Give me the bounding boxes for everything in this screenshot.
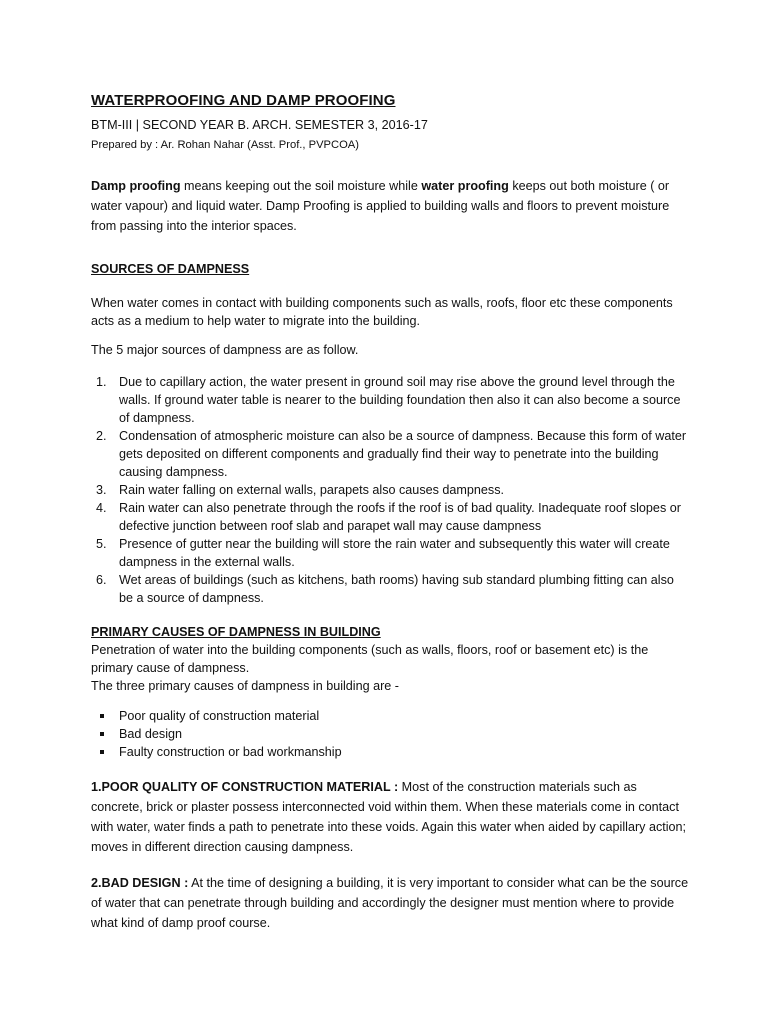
list-item-text: Faulty construction or bad workmanship <box>119 745 342 759</box>
list-item <box>91 481 691 499</box>
sources-paragraph-2: The 5 major sources of dampness are as follow. <box>91 343 359 357</box>
list-item <box>91 535 691 571</box>
list-number: 2. <box>96 429 107 443</box>
document-title: WATERPROOFING AND DAMP PROOFING <box>91 92 396 109</box>
list-item-text: Rain water falling on external walls, parapets also causes dampness. <box>119 483 505 497</box>
document-author: Prepared by : Ar. Rohan Nahar (Asst. Prof., PVPCOA) <box>91 139 359 151</box>
list-item-text: Wet areas of buildings (such as kitchens, bath rooms) having sub standard plumbing fitting can also be a source of dampness. <box>119 573 674 605</box>
bad-design-text: At the time of designing a building, it is very important to consider what can be the source of water that can penetrate through building and accordingly the designer must mention where to provide what kind of damp proof course. <box>91 876 689 930</box>
list-item <box>91 499 691 535</box>
bad-design-label: 2.BAD DESIGN : <box>91 876 189 890</box>
square-bullet-icon <box>100 714 104 718</box>
list-item-text: Condensation of atmospheric moisture can also be a source of dampness. Because this form of water gets deposited on different components and gradually find their way to penetrate into the building causing dampness. <box>119 429 687 479</box>
poor-quality-label: 1.POOR QUALITY OF CONSTRUCTION MATERIAL : <box>91 780 399 794</box>
intro-term-damp-proofing: Damp proofing <box>91 179 181 193</box>
list-number: 4. <box>96 501 107 515</box>
list-number: 1. <box>96 375 107 389</box>
square-bullet-icon <box>100 732 104 736</box>
list-item <box>91 743 691 761</box>
sources-paragraph-1: When water comes in contact with building components such as walls, roofs, floor etc these components acts as a medium to help water to migrate into the building. <box>91 296 673 328</box>
list-item-text: Rain water can also penetrate through the roofs if the roof is of bad quality. Inadequate roof slopes or defective junction between roof slab and parapet wall may cause dampness <box>119 501 681 533</box>
document-subtitle: BTM-III | SECOND YEAR B. ARCH. SEMESTER 3, 2016-17 <box>91 118 428 132</box>
list-item <box>91 427 691 481</box>
primary-paragraph-2: The three primary causes of dampness in building are - <box>91 679 399 693</box>
list-item-text: Bad design <box>119 727 183 741</box>
sources-list <box>91 373 691 607</box>
list-item-text: Presence of gutter near the building will store the rain water and subsequently this water will create dampness in the external walls. <box>119 537 670 569</box>
primary-paragraph-1: Penetration of water into the building components (such as walls, floors, roof or basement etc) is the primary cause of dampness. <box>91 643 649 675</box>
list-item <box>91 707 691 725</box>
sources-heading: SOURCES OF DAMPNESS <box>91 262 250 276</box>
poor-quality-text: Most of the construction materials such as concrete, brick or plaster possess interconnected void within them. When these materials come in contact with water, water finds a path to penetrate into these voids. Again this water when aided by capillary action; moves in different direction causing dampness. <box>91 780 687 854</box>
list-number: 3. <box>96 483 107 497</box>
document-page <box>91 92 691 949</box>
intro-paragraph <box>91 176 691 236</box>
poor-quality-paragraph <box>91 777 691 857</box>
list-item <box>91 571 691 607</box>
list-number: 5. <box>96 537 107 551</box>
list-item <box>91 725 691 743</box>
list-number: 6. <box>96 573 107 587</box>
primary-causes-heading: PRIMARY CAUSES OF DAMPNESS IN BUILDING <box>91 625 381 639</box>
square-bullet-icon <box>100 750 104 754</box>
primary-causes-list <box>91 707 691 761</box>
bad-design-paragraph <box>91 873 691 933</box>
intro-term-water-proofing: water proofing <box>421 179 509 193</box>
list-item <box>91 373 691 427</box>
list-item-text: Poor quality of construction material <box>119 709 320 723</box>
list-item-text: Due to capillary action, the water present in ground soil may rise above the ground level through the walls. If ground water table is nearer to the building foundation then also it can also become a source of dampness. <box>119 375 681 425</box>
intro-text-2: keeps out both moisture ( or water vapour) and liquid water. Damp Proofing is applied to building walls and floors to prevent moisture from passing into the interior spaces. <box>91 179 670 233</box>
intro-text-1: means keeping out the soil moisture while <box>180 179 422 193</box>
